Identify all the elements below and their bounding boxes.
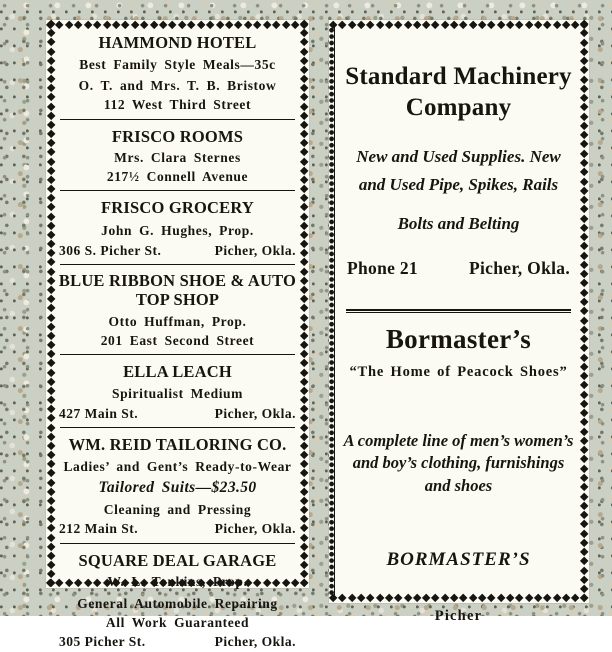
ad-line-italic: and Used Pipe, Spikes, Rails [358,175,559,195]
ad-line-italic: Bolts and Belting [397,214,520,234]
ad-line-italic: and shoes [424,475,493,495]
ad-address-row [57,404,298,424]
ad-line-italic: New and Used Supplies. New [356,147,561,166]
ad-city: Picher, Okla. [214,521,296,537]
ad-line: John G. Hughes, Prop. [101,223,254,238]
ad-address-row [57,519,298,539]
ad-address-row [57,241,298,261]
ad-city: Picher, Okla. [214,242,296,258]
ad-line-italic [341,430,576,497]
ad-city: Picher [434,607,483,624]
ad-title: WM. REID TAILORING CO. [68,435,287,455]
ad-ella-leach [57,359,298,423]
ad-divider [60,427,295,428]
right-ad-column [329,20,589,624]
ad-frisco-rooms [57,124,298,187]
ad-title: Bormaster’s [385,324,532,355]
ad-divider [60,354,295,355]
ad-line-italic: Tailored Suits—$23.50 [98,479,257,497]
diamond-border-right [299,21,309,587]
ad-standard-machinery [341,62,576,280]
ad-line-italic: and boy’s clothing, furnishings [352,453,565,473]
ad-divider [60,119,295,120]
ad-brand: BORMASTER’S [386,548,531,570]
diamond-border-left [46,21,56,587]
ad-line: Otto Huffman, Prop. [108,314,247,330]
ad-address-row [57,632,298,652]
ad-hammond-hotel [57,30,298,115]
ad-phone-row [347,257,570,280]
ad-line: 201 East Second Street [100,332,255,348]
ad-city: Picher, Okla. [214,634,296,650]
ad-title: BLUE RIBBON SHOE & AUTO [58,271,297,291]
ad-line: Ladies’ and Gent’s Ready-to-Wear [63,458,292,474]
ad-street: 306 S. Picher St. [59,242,162,258]
ad-line-italic: A complete line of men’s women’s [343,430,574,450]
ad-title: Standard Machinery [345,63,572,90]
ad-tagline: “The Home of Peacock Shoes” [349,364,568,381]
ad-street: 212 Main St. [59,521,139,537]
left-ad-column [46,20,309,650]
ad-street: 427 Main St. [59,405,139,421]
ad-city: Picher, Okla. [214,405,296,421]
ad-blue-ribbon-shoe [57,269,298,350]
right-column-content [341,32,576,624]
ad-line: General Automobile Repairing [77,596,278,612]
ad-title: HAMMOND HOTEL [98,33,257,52]
ad-title: FRISCO ROOMS [111,126,244,146]
ad-reid-tailoring [57,432,298,539]
ad-line-italic [341,143,576,199]
ad-title: FRISCO GROCERY [100,198,255,218]
diamond-border-top [47,20,308,30]
ad-title: TOP SHOP [135,290,220,310]
double-rule-divider [346,309,571,314]
ad-frisco-grocery [57,195,298,260]
ad-divider [60,543,295,544]
ad-title: ELLA LEACH [123,362,232,382]
ad-bormasters [341,325,576,625]
left-column-content [57,30,298,650]
ad-square-deal-garage [57,548,298,652]
ad-title: SQUARE DEAL GARAGE [78,550,277,570]
ad-divider [60,264,295,265]
ad-line: W. L. Tonkins, Prop. [107,574,248,590]
ad-line: 217½ Connell Avenue [106,168,249,184]
ad-line: Spiritualist Medium [111,386,244,401]
ad-line: Mrs. Clara Sternes [114,150,241,166]
ad-line: 112 West Third Street [103,96,252,112]
ad-line: O. T. and Mrs. T. B. Bristow [78,78,277,94]
ad-line: Best Family Style Meals—35c [79,56,276,72]
beaded-border-left [329,27,335,596]
ad-street: 305 Picher St. [59,634,146,650]
ad-phone: Phone 21 [347,258,418,279]
ad-title: Company [405,93,512,121]
ad-city: Picher, Okla. [469,258,570,279]
ad-divider [60,190,295,191]
ad-line: All Work Guaranteed [105,614,250,630]
ad-line: Cleaning and Pressing [103,501,252,517]
diamond-border-top [330,20,588,30]
diamond-border-right [579,21,589,602]
